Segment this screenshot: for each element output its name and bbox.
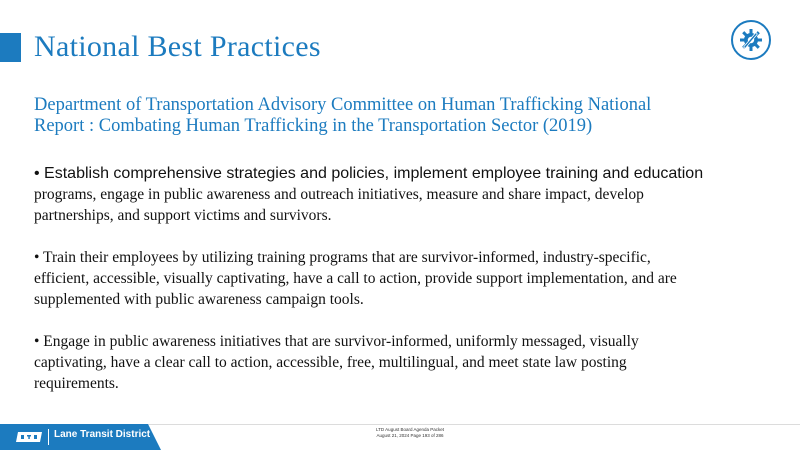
subtitle-line: Report : Combating Human Trafficking in the Transportation Sector (2019) — [34, 116, 593, 136]
packet-title: LTD August Board Agenda Packet — [376, 427, 444, 432]
title-accent-bar — [0, 33, 21, 62]
page-title: National Best Practices — [34, 30, 321, 63]
bullet-item — [34, 247, 794, 310]
bullet-line: efficient, accessible, visually captivating, have a call to action, provide support implementation, and are — [34, 270, 677, 287]
bullet-list — [34, 163, 794, 415]
gear-wrench-icon — [731, 20, 771, 60]
bullet-line: programs, engage in public awareness and outreach initiatives, measure and share impact, develop — [34, 186, 644, 203]
packet-page-info — [350, 427, 470, 439]
footer-divider — [48, 429, 49, 445]
bullet-line: requirements. — [34, 375, 119, 392]
report-subtitle — [34, 95, 774, 137]
bullet-line: • Train their employees by utilizing training programs that are survivor-informed, industry-specific, — [34, 249, 651, 266]
ltd-logo-icon — [16, 431, 44, 443]
bullet-item — [34, 163, 794, 226]
bullet-line: • Engage in public awareness initiatives that are survivor-informed, uniformly messaged, visually — [34, 333, 639, 350]
subtitle-line: Department of Transportation Advisory Committee on Human Trafficking National — [34, 95, 652, 115]
bullet-item — [34, 331, 794, 394]
org-name: Lane Transit District — [54, 429, 151, 440]
bullet-line: • Establish comprehensive strategies and policies, implement employee training and education — [34, 165, 704, 182]
bullet-line: partnerships, and support victims and survivors. — [34, 207, 332, 224]
packet-page-number: August 21, 2024 Page 193 of 286 — [376, 433, 444, 438]
bullet-line: supplemented with public awareness campaign tools. — [34, 291, 364, 308]
bullet-line: captivating, have a clear call to action, accessible, free, multilingual, and meet state law posting — [34, 354, 627, 371]
